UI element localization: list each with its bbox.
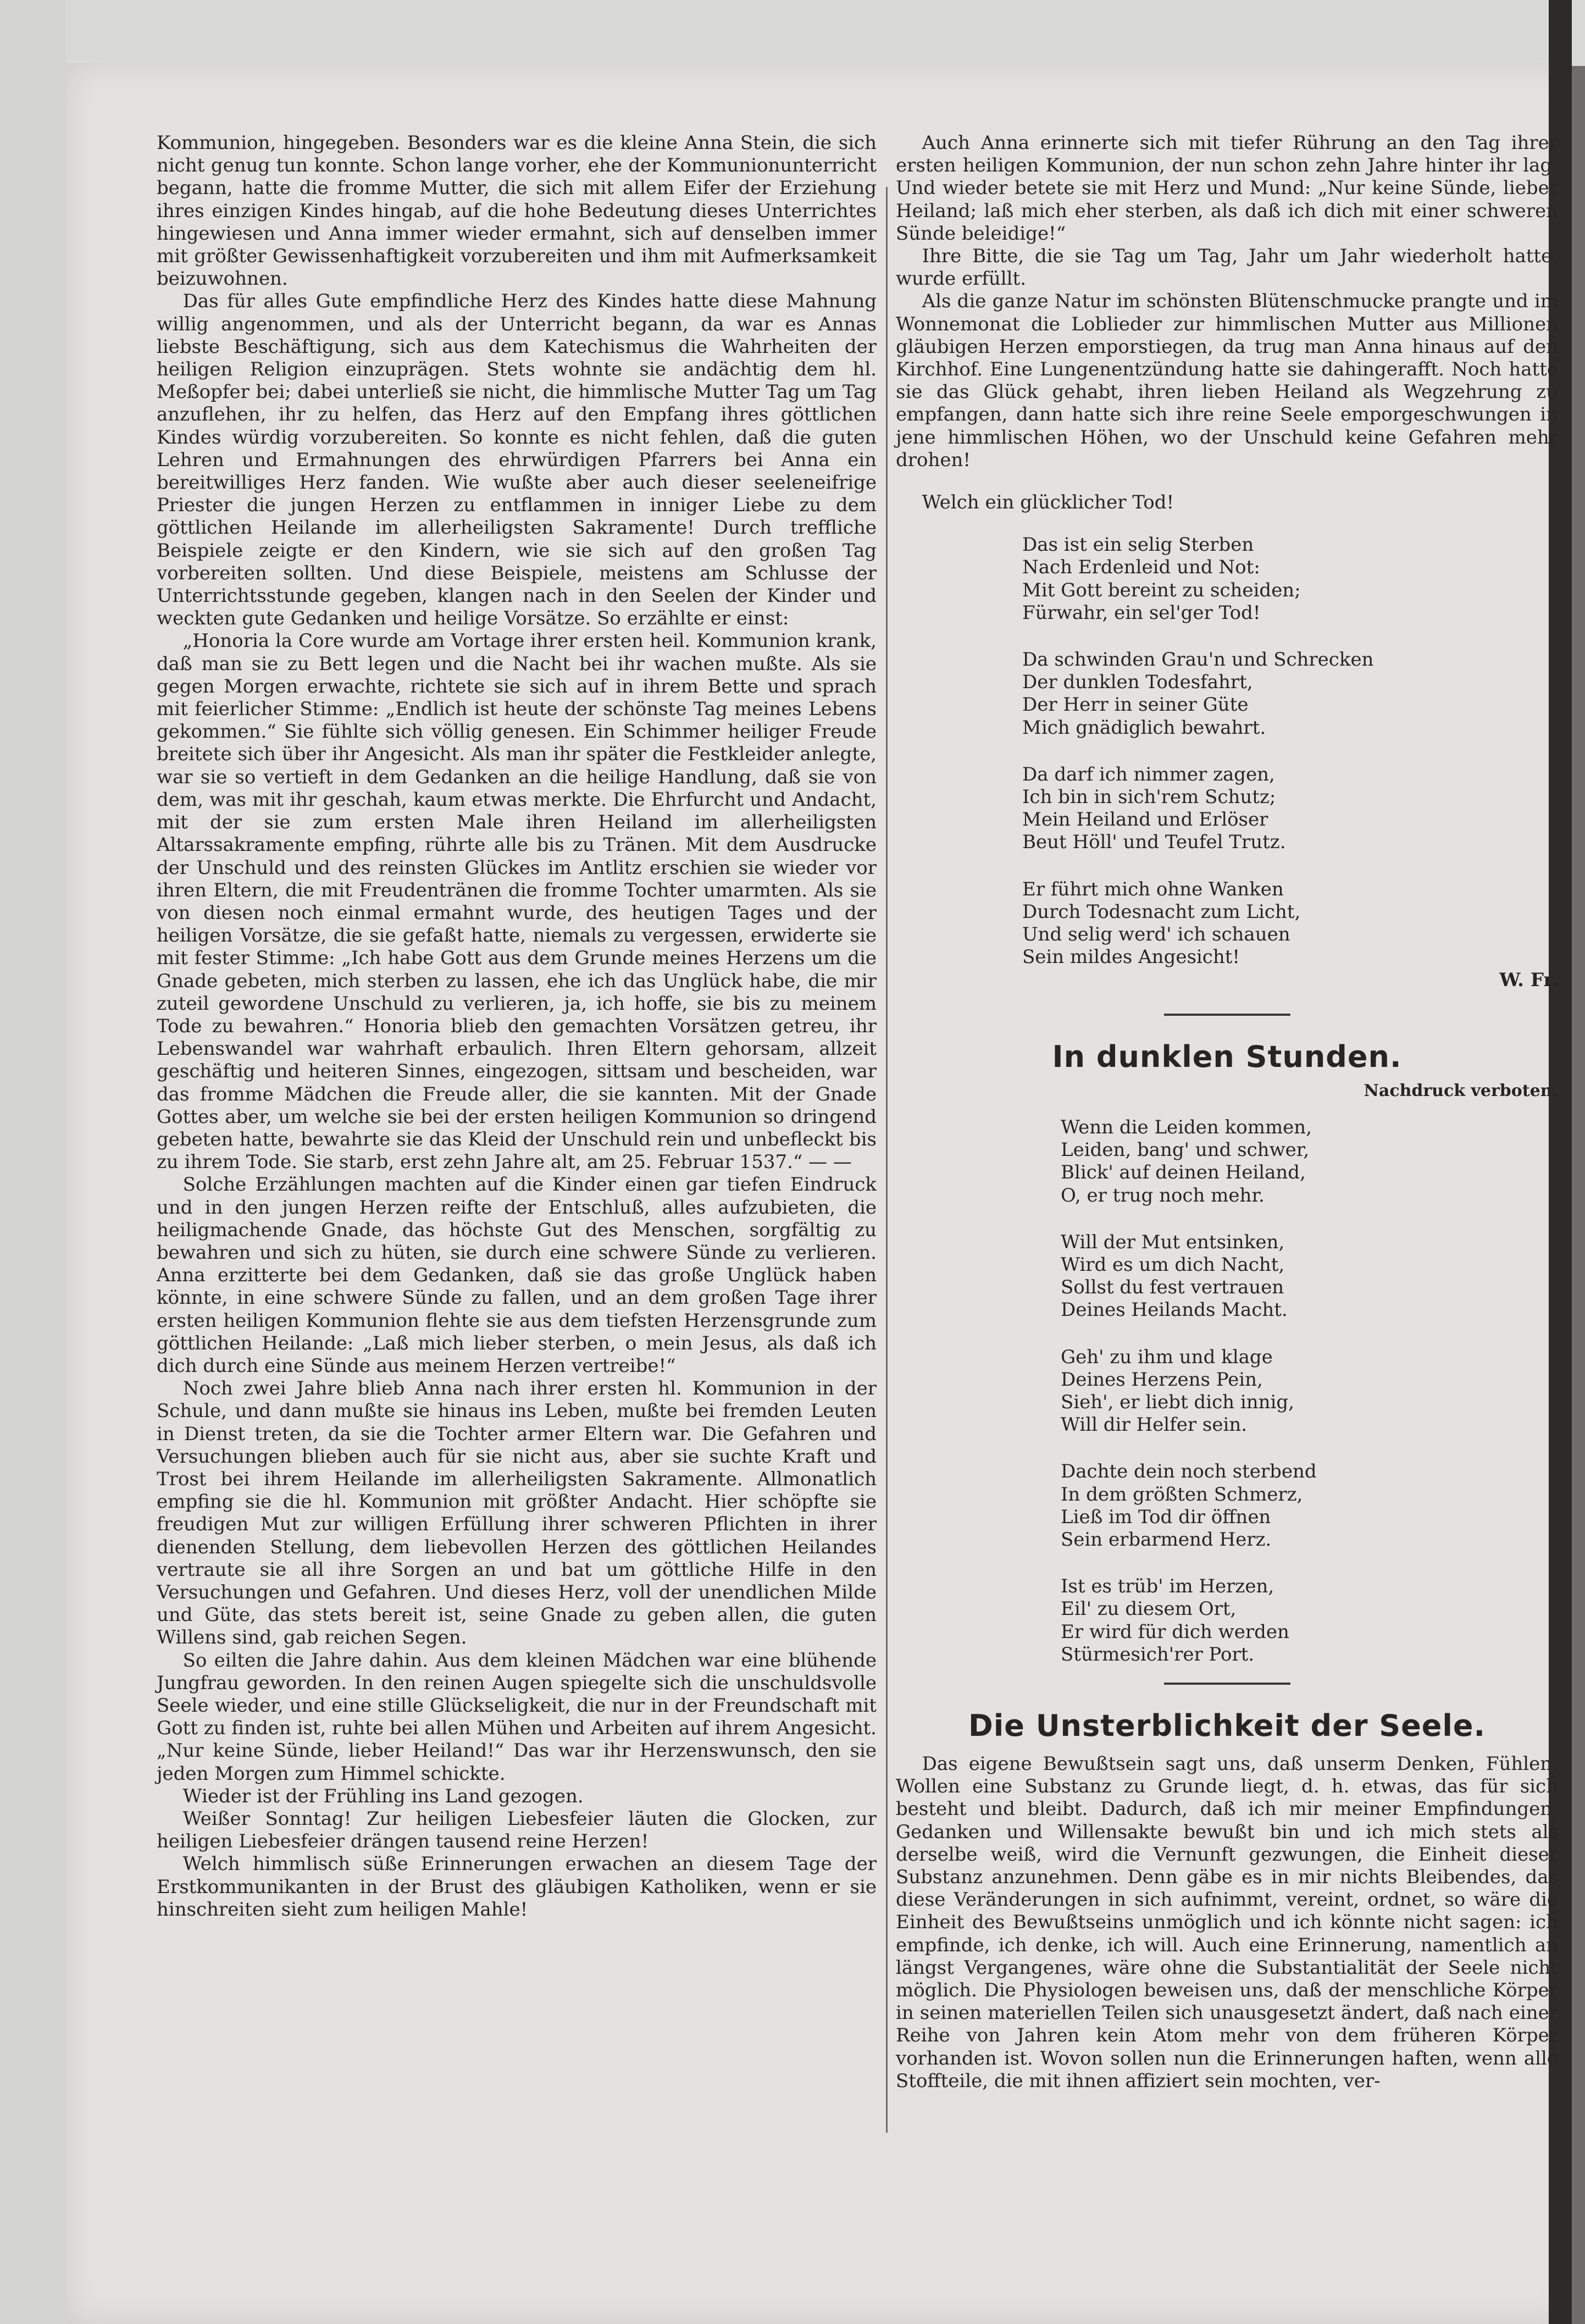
poem-line: Deines Herzens Pein, [1061, 1368, 1263, 1391]
paragraph: Noch zwei Jahre blieb Anna nach ihrer ersten hl. Kommunion in der Schule, und dann mußte sie hinaus ins Leben, mußte bei fremden Leuten in Dienst treten, da sie die Tochter armer Eltern war. Die Gefahren und Versuchungen blieben auch für sie nicht aus, aber sie suchte Kraft und Trost bei ihrem Heilande im allerheiligsten Sakramente. Allmonatlich empfing sie die hl. Kommunion mit größter Andacht. Hier schöpfte sie freudigen Mut zur willigen Erfüllung ihrer schweren Pflichten in ihrer dienenden Stellung, dem liebevollen Herzen des göttlichen Heilandes vertraute sie all ihre Sorgen an und bat um göttliche Hilfe in den Versuchungen und Gefahren. Und dieses Herz, voll der unendlichen Milde und Güte, das stets bereit ist, seine Gnade zu geben allen, die guten Willens sind, gab reichen Segen. [157, 1377, 877, 1649]
poem-line: Deines Heilands Macht. [1061, 1299, 1288, 1321]
poem-line: Sollst du fest vertrauen [1061, 1276, 1284, 1299]
paragraph: Als die ganze Natur im schönsten Blütenschmucke prangte und im Wonnemonat die Loblieder zur himmlischen Mutter aus Millionen gläubigen Herzen emporstiegen, da trug man Anna hinaus auf den Kirchhof. Eine Lungenentzündung hatte sie dahingerafft. Noch hatte sie das Glück gehabt, ihren lieben Heiland als Wegzehrung zu empfangen, dann hatte sich ihre reine Seele emporgeschwungen in jene himmlischen Höhen, wo der Unschuld keine Gefahren mehr drohen! [896, 290, 1558, 471]
poem-line: Fürwahr, ein sel'ger Tod! [1022, 601, 1261, 624]
poem-line: Der dunklen Todesfahrt, [1022, 671, 1253, 694]
poem-line: Will der Mut entsinken, [1061, 1231, 1285, 1253]
poem-line: Wird es um dich Nacht, [1061, 1253, 1285, 1276]
poem-line: Mich gnädiglich bewahrt. [1022, 716, 1266, 739]
paragraph: „Honoria la Core wurde am Vortage ihrer ersten heil. Kommunion krank, daß man sie zu Bett legen und die Nacht bei ihr wachen mußte. Als sie gegen Morgen erwachte, richtete sie sich auf in ihrem Bette und sprach mit feierlicher Stimme: „Endlich ist heute der schönste Tag meines Lebens gekommen.“ Sie fühlte sich völlig genesen. Ein Schimmer heiliger Freude breitete sich über ihr Angesicht. Als man ihr später die Festkleider anlegte, war sie so vertieft in dem Gedanken an die heilige Handlung, daß sie von dem, was mit ihr geschah, kaum etwas merkte. Die Ehrfurcht und Andacht, mit der sie zum ersten Male ihren Heiland im allerheiligsten Altarssakramente empfing, rührte alle bis zu Tränen. Mit dem Ausdrucke der Unschuld und des reinsten Glückes im Antlitz erschien sie wieder vor ihren Eltern, die mit Freudentränen die fromme Tochter umarmten. Als sie von diesen noch einmal ermahnt wurde, des heutigen Tages und der heiligen Vorsätze, die sie gefaßt hatte, niemals zu vergessen, erwiderte sie mit fester Stimme: „Ich habe Gott aus dem Grunde meines Herzens um die Gnade gebeten, mich sterben zu lassen, ehe ich das Unglück habe, die mir zuteil gewordene Unschuld zu verlieren, ja, ich hoffe, sie bis zu meinem Tode zu bewahren.“ Honoria blieb den gemachten Vorsätzen getreu, ihr Lebenswandel war wahrhaft erbaulich. Ihren Eltern gehorsam, allzeit geschäftig und heiteren Sinnes, eingezogen, sittsam und bescheiden, war das fromme Mädchen die Freude aller, die sie kannten. Mit der Gnade Gottes aber, um welche sie bei der ersten heiligen Kommunion so dringend gebeten hatte, bewahrte sie das Kleid der Unschuld rein und unbefleckt bis zu ihrem Tode. Sie starb, erst zehn Jahre alt, am 25. Februar 1537.“ — — [157, 630, 877, 1174]
poem-stanza [1061, 1346, 1558, 1437]
poem-line: Nach Erdenleid und Not: [1022, 556, 1260, 579]
poem-line: Der Herr in seiner Güte [1022, 694, 1249, 716]
poem-line: Mein Heiland und Erlöser [1022, 809, 1268, 831]
paragraph: Auch Anna erinnerte sich mit tiefer Rührung an den Tag ihrer ersten heiligen Kommunion, der nun schon zehn Jahre hinter ihr lag. Und wieder betete sie mit Herz und Mund: „Nur keine Sünde, lieber Heiland; laß mich eher sterben, als daß ich dich mit einer schweren Sünde beleidige!“ [896, 132, 1558, 245]
poem-line: Er führt mich ohne Wanken [1022, 878, 1284, 900]
poem-line: Will dir Helfer sein. [1061, 1414, 1248, 1436]
section-heading: Die Unsterblichkeit der Seele. [968, 1708, 1486, 1743]
poem-line: Geh' zu ihm und klage [1061, 1346, 1273, 1368]
left-column [157, 132, 877, 1921]
poem-line: Dachte dein noch sterbend [1061, 1460, 1317, 1483]
poem-line: Er wird für dich werden [1061, 1620, 1289, 1643]
poem-dunklen-stunden [1061, 1116, 1558, 1666]
paragraph: Ihre Bitte, die sie Tag um Tag, Jahr um Jahr wiederholt hatte, wurde erfüllt. [896, 245, 1558, 290]
paragraph: Das eigene Bewußtsein sagt uns, daß unserm Denken, Fühlen, Wollen eine Substanz zu Grunde liegt, d. h. etwas, das für sich besteht und bleibt. Dadurch, daß ich mir meiner Empfindungen, Gedanken und Willensakte bewußt bin und ich mich stets als derselbe weiß, wird die Vernunft gezwungen, die Einheit dieser Substanz anzunehmen. Denn gäbe es in mir nichts Bleibendes, das diese Veränderungen in sich aufnimmt, vereint, ordnet, so wäre die Einheit des Bewußtseins unmöglich und ich könnte nicht sagen: ich empfinde, ich denke, ich will. Auch eine Erinnerung, namentlich an längst Vergangenes, wäre ohne die Substantialität der Seele nicht möglich. Die Physiologen beweisen uns, daß der menschliche Körper in seinen materiellen Teilen sich unausgesetzt ändert, daß nach einer Reihe von Jahren kein Atom mehr von dem früheren Körper vorhanden ist. Wovon sollen nun die Erinnerungen haften, wenn alle Stoffteile, die mit ihnen affiziert sein mochten, ver- [896, 1752, 1558, 2092]
poem-line: Beut Höll' und Teufel Trutz. [1022, 831, 1286, 854]
poem-line: In dem größten Schmerz, [1061, 1483, 1303, 1506]
scan-border-left [0, 0, 66, 2324]
reprint-notice: Nachdruck verboten. [1364, 1081, 1558, 1100]
paragraph: Welch himmlisch süße Erinnerungen erwachen an diesem Tage der Erstkommunikanten in der Brust des gläubigen Katholiken, wenn er sie hinschreiten sieht zum heiligen Mahle! [157, 1853, 877, 1921]
poem-line: Stürmesich'rer Port. [1061, 1643, 1255, 1665]
section-rule [1164, 1014, 1290, 1016]
paragraph: Welch ein glücklicher Tod! [922, 491, 1174, 514]
paragraph: Kommunion, hingegeben. Besonders war es die kleine Anna Stein, die sich nicht genug tun konnte. Schon lange vorher, ehe der Kommunionunterricht begann, hatte die fromme Mutter, die sich mit allem Eifer der Erziehung ihres einzigen Kindes hingab, auf die hohe Bedeutung dieses Unterrichtes hingewiesen und Anna immer wieder ermahnt, sich auf denselben immer mit größter Gewissenhaftigkeit vorzubereiten und ihm mit Aufmerksamkeit beizuwohnen. [157, 132, 877, 290]
paragraph: Wieder ist der Frühling ins Land gezogen. [182, 1785, 584, 1807]
paragraph: Das für alles Gute empfindliche Herz des Kindes hatte diese Mahnung willig angenommen, und als der Unterricht begann, da war es Annas liebste Beschäftigung, sich aus dem Katechismus die Wahrheiten der heiligen Religion einzuprägen. Stets wohnte sie andächtig dem hl. Meßopfer bei; dabei unterließ sie nicht, die himmlische Mutter Tag um Tag anzuflehen, ihr zu helfen, das Herz auf den Empfang ihres göttlichen Kindes würdig vorzubereiten. So konnte es nicht fehlen, daß die guten Lehren und Ermahnungen des ehrwürdigen Pfarrers bei Anna ein bereitwilliges Herz fanden. Wie wußte aber auch dieser seeleneifrige Priester die jungen Herzen zu entflammen in inniger Liebe zu dem göttlichen Heilande im allerheiligsten Sakramente! Durch treffliche Beispiele zeigte er den Kindern, wie sie sich auf den großen Tag vorbereiten sollten. Und diese Beispiele, meistens am Schlusse der Unterrichtsstunde gegeben, klangen nach in den Seelen der Kinder und weckten gute Gedanken und heilige Vorsätze. So erzählte er einst: [157, 290, 877, 630]
poem-line: Sein erbarmend Herz. [1061, 1528, 1272, 1551]
poem-stanza [1061, 1575, 1558, 1666]
poem-stanza [1061, 1231, 1558, 1322]
poem-line: Wenn die Leiden kommen, [1061, 1116, 1312, 1138]
poem-line: Und selig werd' ich schauen [1022, 923, 1290, 946]
poem-selig-sterben [1022, 534, 1558, 969]
poem-stanza [1061, 1116, 1558, 1207]
poem-line: O, er trug noch mehr. [1061, 1184, 1265, 1207]
poem-line: Sein mildes Angesicht! [1022, 946, 1240, 969]
paragraph: Weißer Sonntag! Zur heiligen Liebesfeier läuten die Glocken, zur heiligen Liebesfeier drängen tausend reine Herzen! [157, 1808, 877, 1853]
poem-stanza [1022, 878, 1558, 969]
paragraph: Solche Erzählungen machten auf die Kinder einen gar tiefen Eindruck und in den jungen Herzen reifte der Entschluß, alles aufzubieten, die heiligmachende Gnade, das höchste Gut des Menschen, sorgfältig zu bewahren und sich zu hüten, sie durch eine schwere Sünde zu verlieren. Anna erzitterte bei dem Gedanken, daß sie das große Unglück haben könnte, in eine schwere Sünde zu fallen, und an dem großen Tage ihrer ersten heiligen Kommunion flehte sie aus dem tiefsten Herzensgrunde zum göttlichen Heilande: „Laß mich lieber sterben, o mein Jesus, als daß ich dich durch eine Sünde aus meinem Herzen vertreibe!“ [157, 1174, 877, 1377]
poem-line: Mit Gott bereint zu scheiden; [1022, 579, 1301, 601]
section-rule [1164, 1683, 1290, 1685]
poem-line: Durch Todesnacht zum Licht, [1022, 900, 1301, 923]
poem-stanza [1022, 763, 1558, 854]
poem-stanza [1061, 1460, 1558, 1551]
scan-border-top [0, 0, 1585, 66]
poem-line: Ist es trüb' im Herzen, [1061, 1575, 1274, 1598]
poem-line: Sieh', er liebt dich innig, [1061, 1391, 1294, 1413]
poem-stanza [1022, 649, 1558, 739]
right-column [896, 132, 1558, 2093]
poem-line: Eil' zu diesem Ort, [1061, 1598, 1237, 1620]
poem-line: Leiden, bang' und schwer, [1061, 1139, 1310, 1161]
author-signature: W. Fr. [1499, 969, 1558, 991]
section-heading: In dunklen Stunden. [1052, 1039, 1402, 1074]
poem-line: Da schwinden Grau'n und Schrecken [1022, 649, 1374, 671]
poem-line: Da darf ich nimmer zagen, [1022, 763, 1275, 785]
poem-stanza [1022, 534, 1558, 624]
column-divider [886, 187, 888, 2133]
paragraph: So eilten die Jahre dahin. Aus dem kleinen Mädchen war eine blühende Jungfrau geworden. In den reinen Augen spiegelte sich die unschuldsvolle Seele wieder, und eine stille Glückseligkeit, die nur in der Freundschaft mit Gott zu finden ist, ruhte bei allen Mühen und Arbeiten auf ihrem Angesicht. „Nur keine Sünde, lieber Heiland!“ Das war ihr Herzenswunsch, den sie jeden Morgen zum Himmel schickte. [157, 1649, 877, 1785]
poem-line: Ließ im Tod dir öffnen [1061, 1506, 1271, 1528]
poem-line: Das ist ein selig Sterben [1022, 534, 1254, 556]
poem-line: Blick' auf deinen Heiland, [1061, 1161, 1306, 1184]
poem-line: Ich bin in sich'rem Schutz; [1022, 786, 1276, 809]
